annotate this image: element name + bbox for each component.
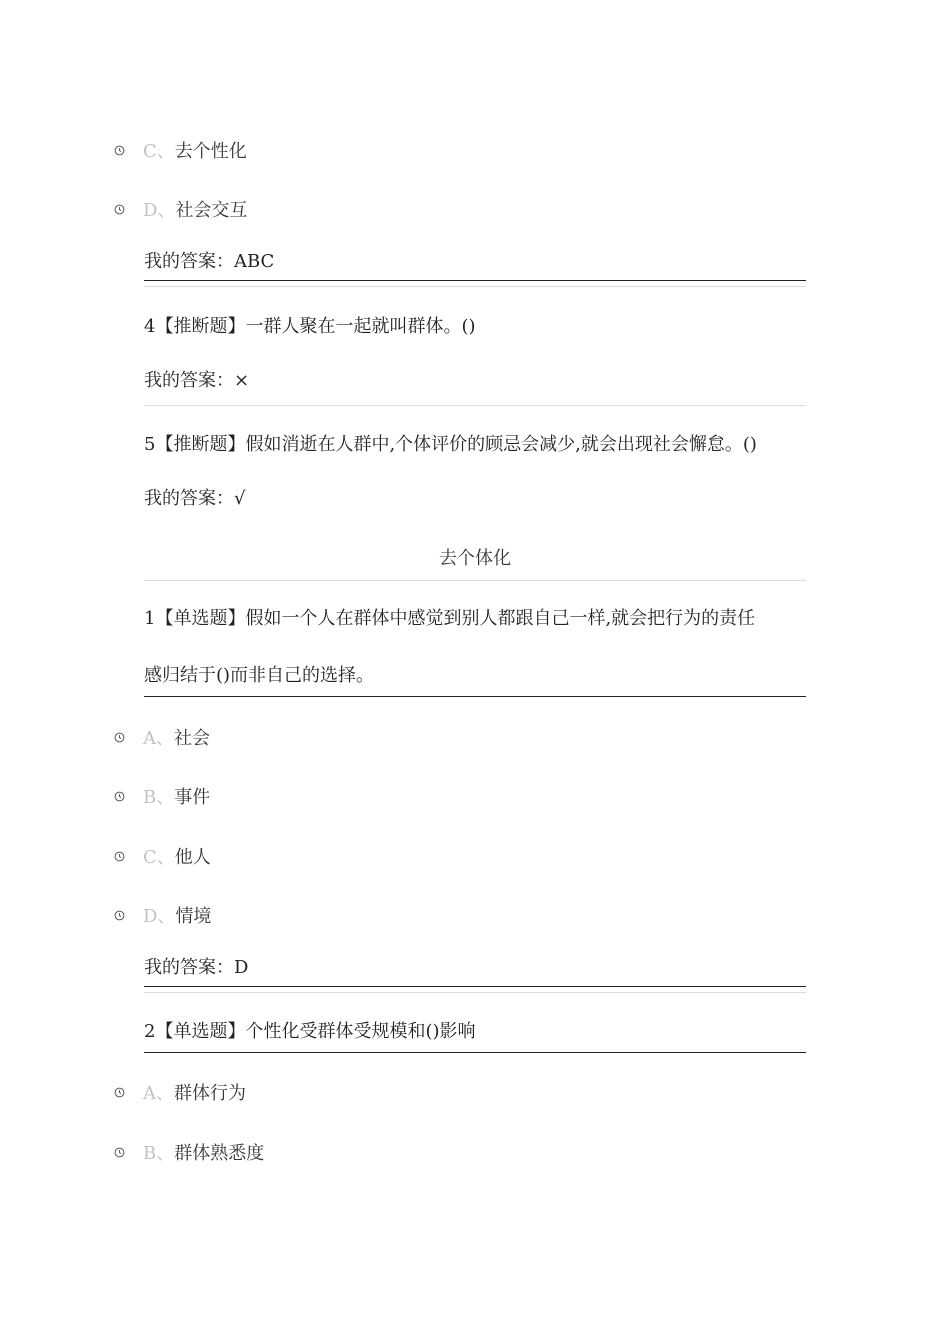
option-text: 他人	[174, 847, 211, 868]
option-letter: A、	[143, 1083, 174, 1104]
radio-circle-icon	[114, 145, 125, 156]
radio-circle-icon	[114, 791, 125, 802]
option-text: 群体行为	[174, 1083, 246, 1104]
radio-circle-icon	[114, 204, 125, 215]
section-title: 去个体化	[439, 548, 511, 569]
my-answer: 我的答案：D	[144, 957, 249, 978]
option-letter: B、	[143, 1143, 175, 1164]
option-letter: B、	[143, 787, 175, 808]
option-letter: D、	[143, 200, 176, 221]
radio-circle-icon	[114, 910, 125, 921]
question-text-line2: 感归结于()而非自己的选择。	[144, 665, 375, 686]
option-text: 社会	[174, 728, 210, 749]
divider	[144, 580, 806, 581]
divider	[144, 280, 806, 281]
my-answer: 我的答案：ABC	[144, 251, 275, 272]
option-a[interactable]	[114, 723, 210, 751]
divider	[144, 696, 806, 697]
radio-circle-icon	[114, 1087, 125, 1098]
option-letter: D、	[143, 906, 176, 927]
divider	[144, 405, 806, 406]
option-d[interactable]	[114, 195, 247, 223]
divider	[144, 992, 806, 993]
divider	[144, 286, 806, 287]
option-text: 群体熟悉度	[174, 1143, 265, 1164]
my-answer: 我的答案：×	[144, 370, 250, 391]
option-letter: A、	[143, 728, 174, 749]
option-text: 情境	[175, 906, 212, 927]
divider	[144, 1052, 806, 1053]
radio-circle-icon	[114, 732, 125, 743]
option-c[interactable]	[114, 842, 211, 870]
radio-circle-icon	[114, 851, 125, 862]
option-c[interactable]	[114, 136, 247, 164]
option-text: 事件	[174, 787, 211, 808]
my-answer: 我的答案：√	[144, 488, 246, 509]
question-text: 5【推断题】假如消逝在人群中,个体评价的顾忌会减少,就会出现社会懈怠。()	[144, 434, 757, 455]
radio-circle-icon	[114, 1147, 125, 1158]
divider	[144, 986, 806, 987]
option-text: 去个性化	[174, 141, 247, 162]
question-text: 4【推断题】一群人聚在一起就叫群体。()	[144, 316, 476, 337]
option-text: 社会交互	[175, 200, 248, 221]
option-d[interactable]	[114, 901, 211, 929]
question-text-line1: 1【单选题】假如一个人在群体中感觉到别人都跟自己一样,就会把行为的责任	[144, 608, 756, 629]
option-a[interactable]	[114, 1078, 246, 1106]
option-b[interactable]	[114, 782, 210, 810]
option-letter: C、	[143, 847, 175, 868]
question-text: 2【单选题】个性化受群体受规模和()影响	[144, 1021, 476, 1042]
option-letter: C、	[143, 141, 175, 162]
option-b[interactable]	[114, 1138, 264, 1166]
